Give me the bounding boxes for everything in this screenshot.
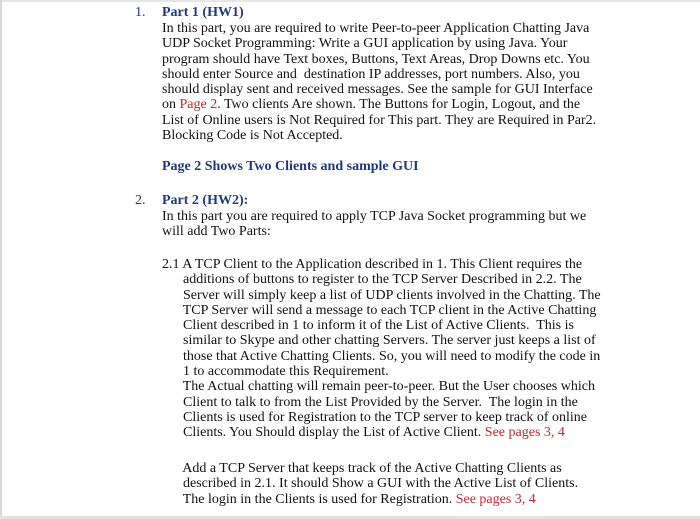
- part1-heading: Part 1 (HW1): [162, 5, 244, 20]
- part1-note: Page 2 Shows Two Clients and sample GUI: [162, 159, 419, 174]
- page-top-edge: [0, 0, 700, 2]
- part2-intro: In this part you are required to apply TCP Java Socket programming but we will add Two Parts:: [162, 209, 587, 240]
- part1-text-a: In this part, you are required to write Peer-to-peer Application Chatting Java UDP Socket Programming: Write a GUI application by using Java. Your program should have Text boxes, Buttons, Text Areas, Drop Downs etc. You should enter Source and destination IP addresses, port numbers. Also, you should display sent and received messages. See the sample for GUI Interface on: [162, 21, 593, 113]
- page2-link[interactable]: Page 2: [179, 97, 218, 113]
- item-2-1-pages-link[interactable]: See pages 3, 4: [484, 425, 565, 441]
- page-left-edge: [0, 0, 2, 519]
- item-2-2-text: Add a TCP Server that keeps track of the Active Chatting Clients as described in 2.1. It should Show a GUI with the Active List of Clients. The login in the Clients is used for Registration.: [182, 461, 579, 507]
- part2-number: 2.: [135, 193, 146, 208]
- part1-number: 1.: [135, 5, 146, 20]
- part1-text-b: . Two clients Are shown. The Buttons for Login, Logout, and the List of Online users is Not Required for This part. They are Required in Par2. Blocking Code is Not Accepted.: [162, 97, 597, 144]
- item-2-2: [162, 461, 578, 507]
- item-2-2-pages-link[interactable]: See pages 3, 4: [455, 491, 536, 507]
- part1-body: [162, 21, 596, 143]
- item-2-1-text: 2.1 A TCP Client to the Application described in 1. This Client requires the additions of buttons to register to the TCP Server Described in 2.2. The Server will simply keep a list of UDP clients involved in the Chatting. The TCP Server will send a message to each TCP client in the Active Chatting Client described in 1 to inform it of the List of Active Clients. This is similar to Skype and other chatting Servers. The server just keeps a list of those that Active Chatting Clients. So, you will need to modify the code in 1 to accommodate this Requirement. The Actual chatting will remain peer-to-peer. But the User chooses which Client to talk to from the List Provided by the Server. The login in the Clients is used for Registration to the TCP server to keep track of online Clients. You Should display the List of Active Client.: [162, 257, 601, 441]
- part2-heading: Part 2 (HW2):: [162, 193, 249, 208]
- item-2-1: [162, 257, 601, 441]
